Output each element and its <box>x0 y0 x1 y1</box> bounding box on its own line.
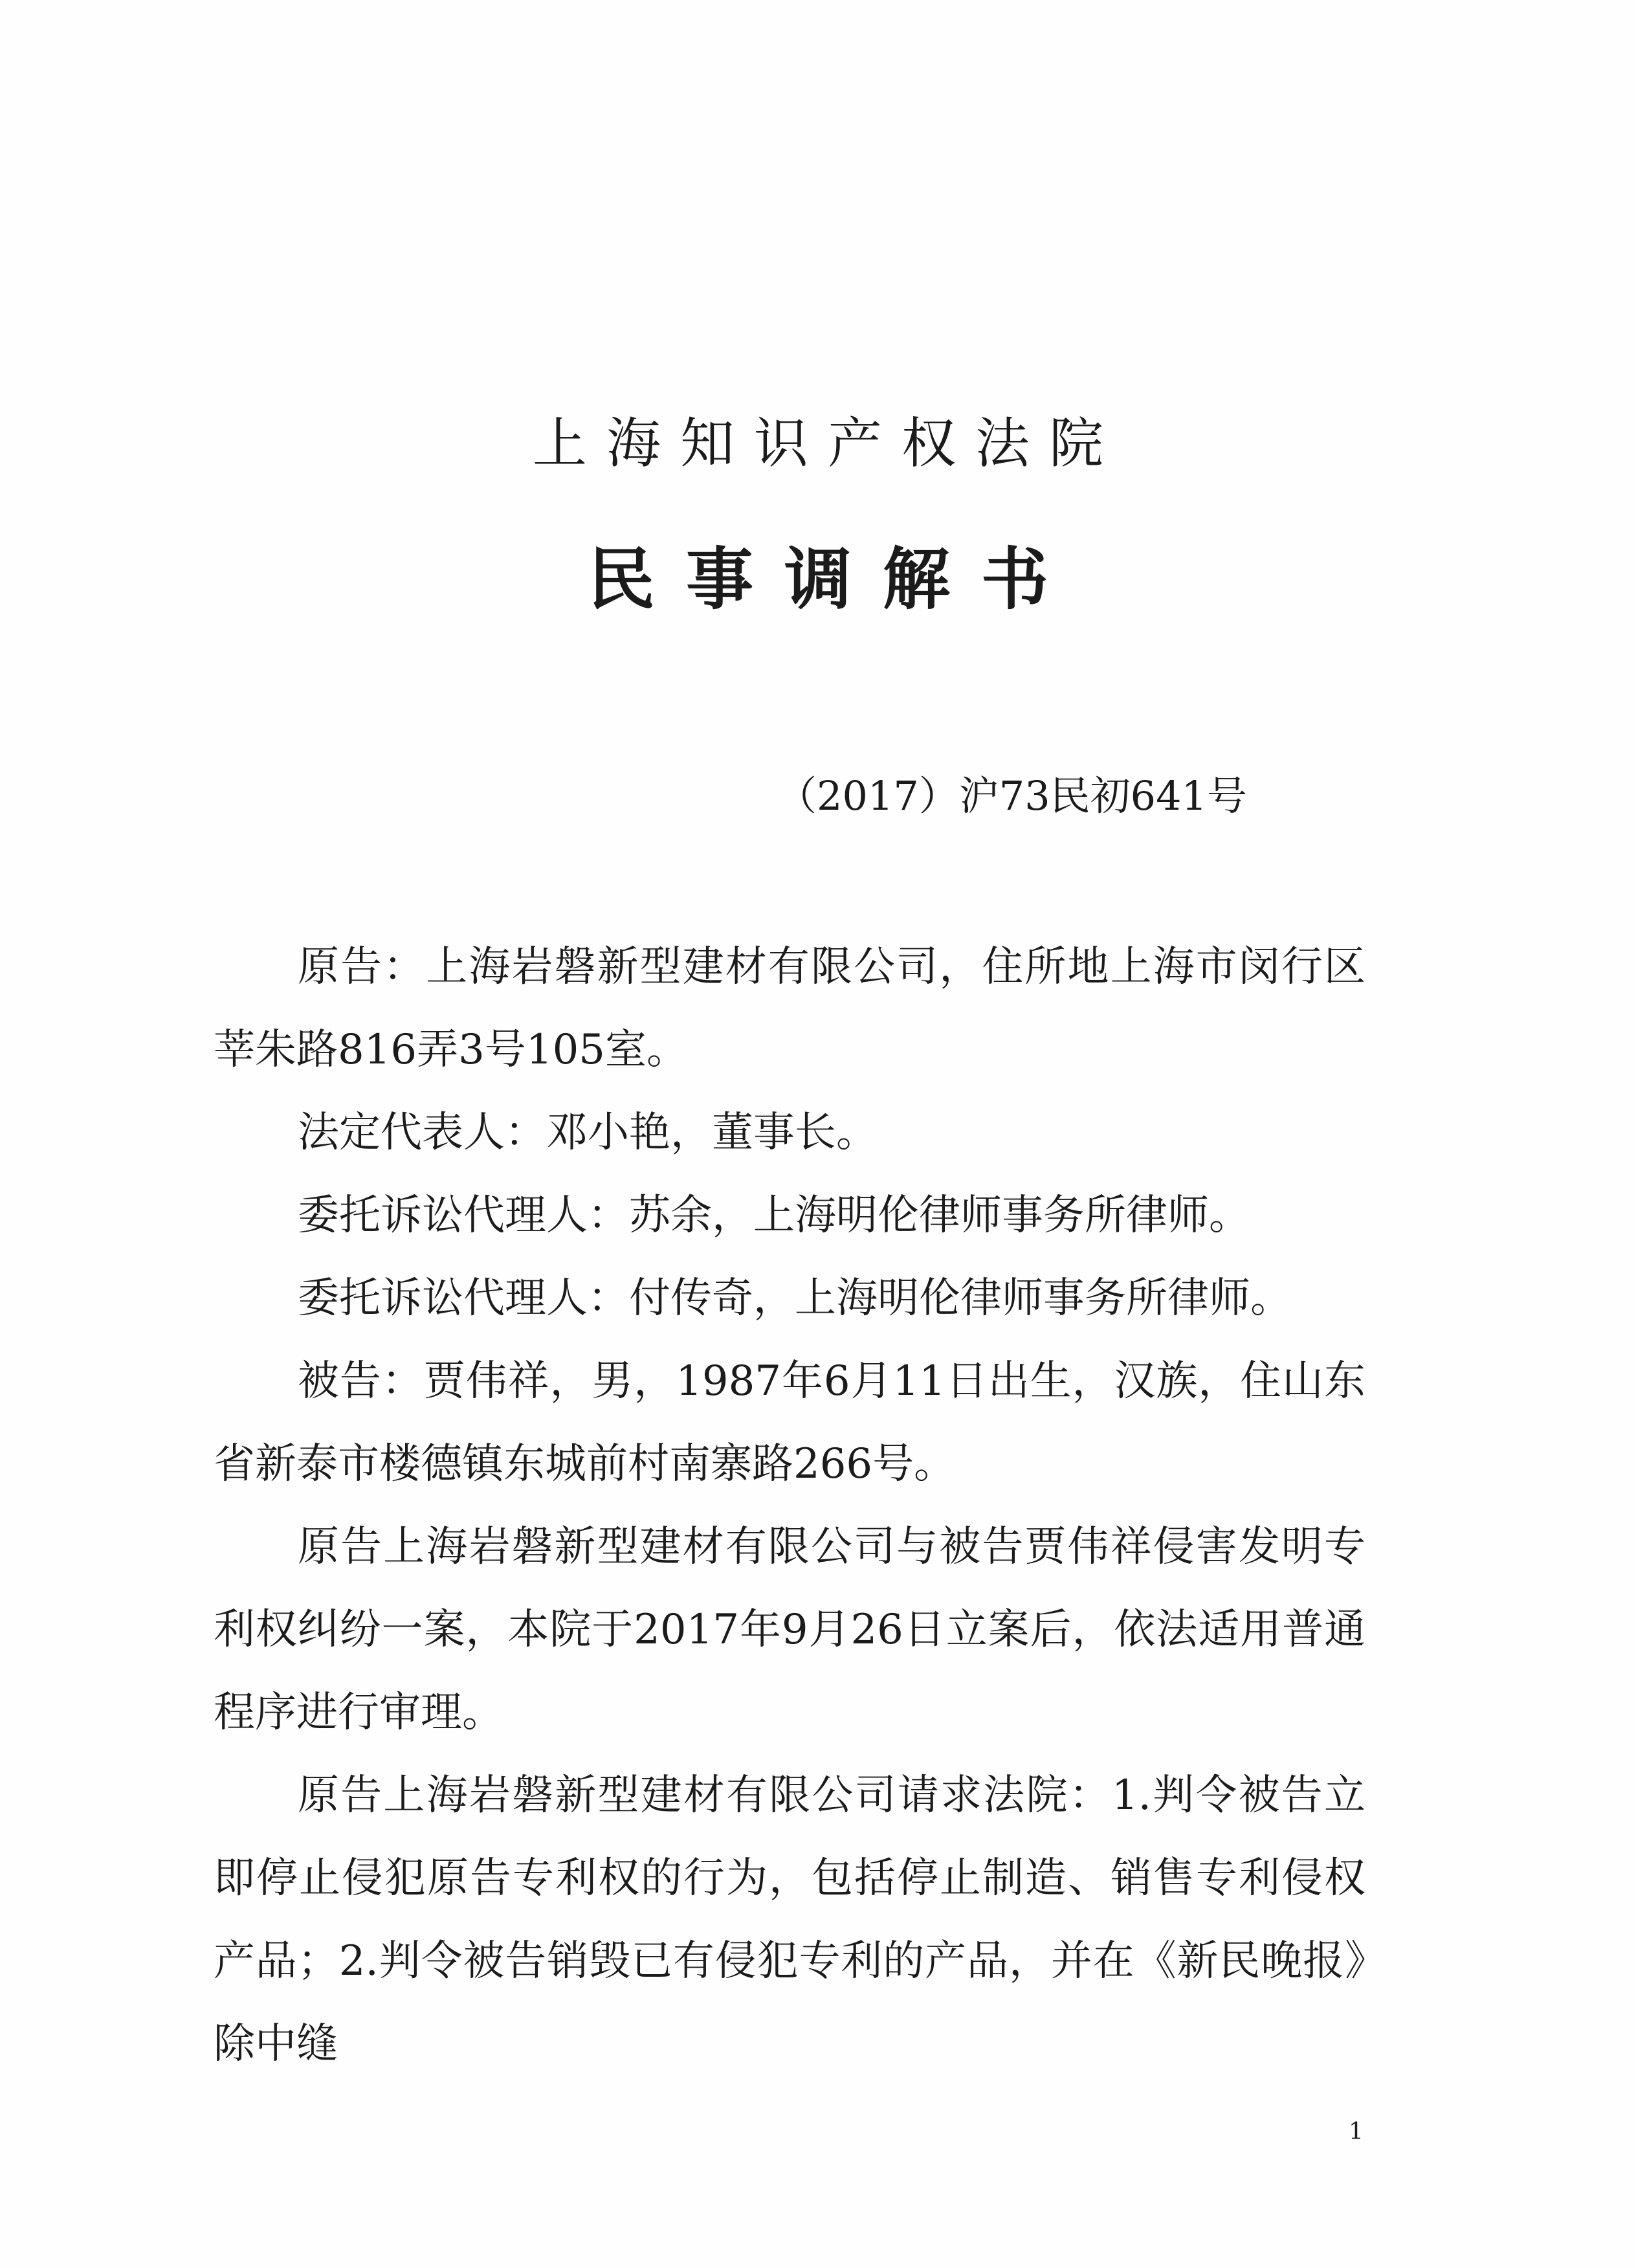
paragraph-defendant: 被告：贾伟祥，男，1987年6月11日出生，汉族，住山东省新泰市楼德镇东城前村南寨路266号。 <box>214 1357 1365 1488</box>
document-title: 民事调解书 <box>587 539 1079 619</box>
page-number: 1 <box>1349 2118 1364 2145</box>
case-number: （2017）沪73民初641号 <box>777 772 1248 819</box>
paragraph-agent-2: 委托诉讼代理人：付传奇，上海明伦律师事务所律师。 <box>298 1274 1292 1322</box>
paragraph-case-filing: 原告上海岩磐新型建材有限公司与被告贾伟祥侵害发明专利权纠纷一案，本院于2017年9月26日立案后，依法适用普通程序进行审理。 <box>214 1523 1365 1737</box>
paragraph-claims: 原告上海岩磐新型建材有限公司请求法院：1.判令被告立即停止侵犯原告专利权的行为，包括停止制造、销售专利侵权产品；2.判令被告销毁已有侵犯专利的产品，并在《新民晚报》除中缝 <box>214 1772 1365 2068</box>
court-name: 上海知识产权法院 <box>532 412 1123 475</box>
paragraph-agent-1: 委托诉讼代理人：苏余，上海明伦律师事务所律师。 <box>298 1192 1250 1240</box>
paragraph-legal-representative: 法定代表人：邓小艳，董事长。 <box>298 1109 878 1157</box>
paragraph-plaintiff: 原告：上海岩磐新型建材有限公司，住所地上海市闵行区莘朱路816弄3号105室。 <box>214 943 1365 1074</box>
document-body <box>214 926 1365 2085</box>
